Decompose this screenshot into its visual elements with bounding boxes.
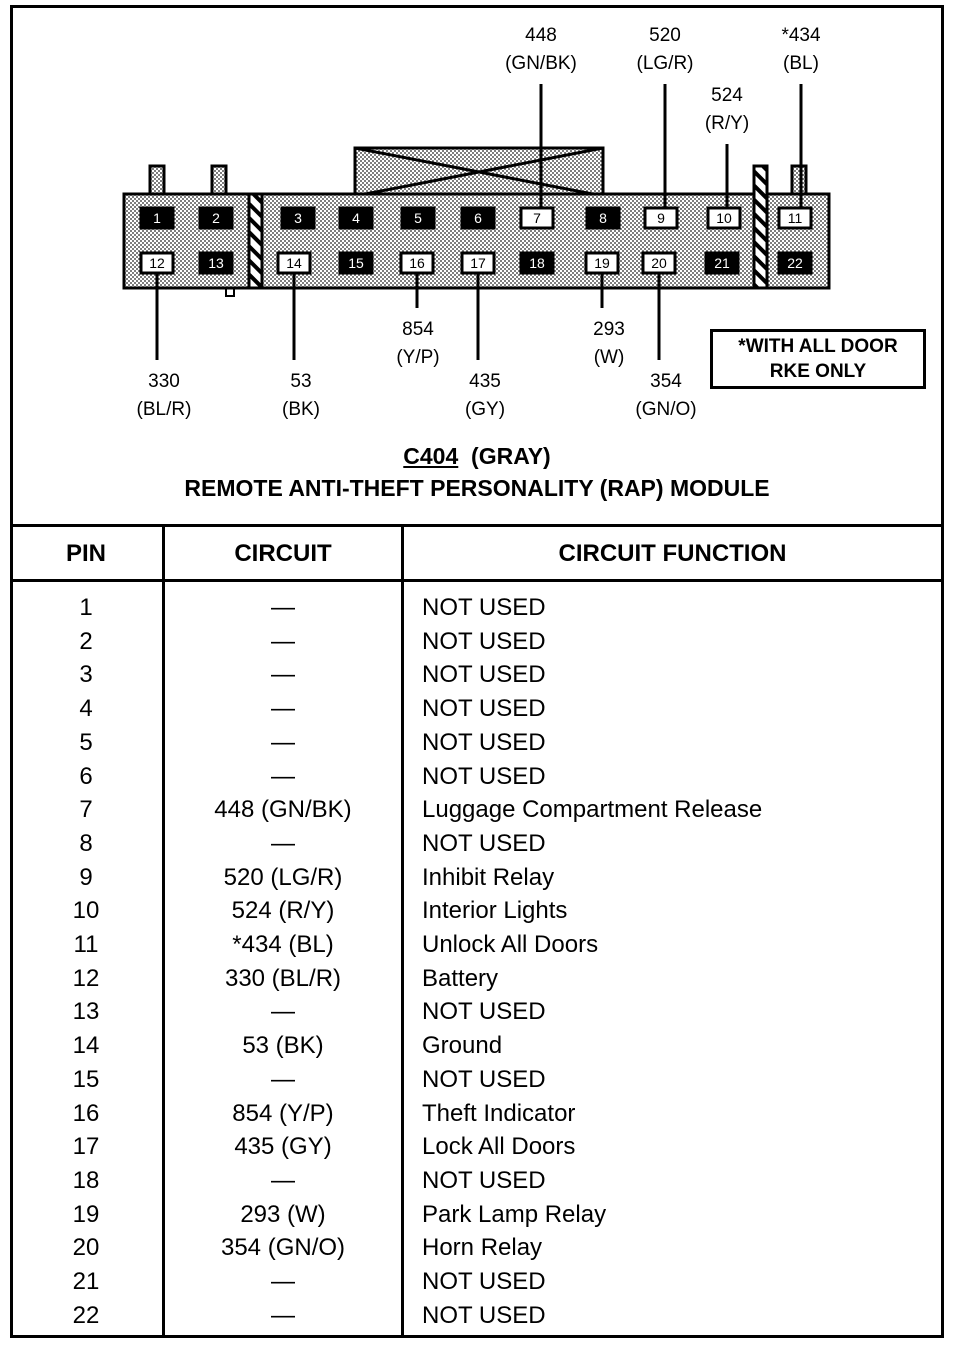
pin-cell: 2 <box>79 627 93 655</box>
wire-color: (Y/P) <box>396 347 440 368</box>
pin-cell: 9 <box>79 863 93 891</box>
table-row <box>10 1299 941 1333</box>
wire-label-pin-14 <box>251 368 351 424</box>
circuit-cell: — <box>271 594 295 621</box>
table-row <box>10 1130 941 1164</box>
connector-id: C404 <box>403 443 459 469</box>
svg-text:22: 22 <box>787 255 803 271</box>
circuit-cell: — <box>271 762 295 790</box>
connector-latch <box>355 148 603 196</box>
pin-cell: 19 <box>72 1200 100 1228</box>
pin-8 <box>587 208 619 228</box>
circuit-cell: — <box>271 1065 295 1093</box>
header-pin: PIN <box>65 540 106 567</box>
table-row <box>10 760 941 794</box>
function-cell: NOT USED <box>422 829 546 857</box>
circuit-cell: 520 (LG/R) <box>223 863 343 891</box>
circuit-cell: 293 (W) <box>240 1200 326 1228</box>
wire-code: 354 <box>650 371 682 392</box>
pin-3 <box>282 208 314 228</box>
circuit-cell: — <box>271 1301 295 1329</box>
table-row <box>10 726 941 760</box>
function-cell: NOT USED <box>422 1301 546 1329</box>
pin-15 <box>340 253 372 273</box>
svg-text:1: 1 <box>153 210 161 226</box>
svg-text:19: 19 <box>594 255 610 271</box>
svg-text:4: 4 <box>352 210 360 226</box>
pin-cell: 11 <box>73 931 99 958</box>
wire-label-pin-16 <box>368 316 468 372</box>
wire-code: 330 <box>148 371 180 392</box>
wire-code: 53 <box>290 371 312 392</box>
wire-label-pin-10 <box>677 82 777 138</box>
table-row <box>10 1164 941 1198</box>
pin-cell: 8 <box>79 829 93 857</box>
connector-divider <box>754 166 767 288</box>
wire-color: (GY) <box>464 399 506 420</box>
wire-label-pin-19 <box>559 316 659 372</box>
svg-text:7: 7 <box>533 210 541 226</box>
circuit-cell: — <box>271 661 295 689</box>
pin-cell: 7 <box>79 796 93 824</box>
wire-code: 524 <box>711 85 743 106</box>
pin-5 <box>402 208 434 228</box>
pin-12 <box>141 253 173 273</box>
function-cell: Lock All Doors <box>422 1133 576 1161</box>
connector-post <box>150 166 164 194</box>
circuit-cell: — <box>271 998 295 1026</box>
rke-note <box>710 329 926 389</box>
function-cell: NOT USED <box>422 695 546 723</box>
circuit-cell: 448 (GN/BK) <box>214 796 352 824</box>
function-cell: Unlock All Doors <box>422 931 599 958</box>
circuit-cell: — <box>271 627 295 655</box>
wire-label-pin-11 <box>751 22 851 78</box>
wire-color: (BK) <box>282 399 320 420</box>
svg-text:21: 21 <box>714 255 730 271</box>
function-cell: NOT USED <box>422 594 546 621</box>
svg-text:16: 16 <box>409 255 425 271</box>
wire-label-pin-20 <box>616 368 716 424</box>
svg-text:8: 8 <box>599 210 607 226</box>
pin-18 <box>521 253 553 273</box>
circuit-cell: — <box>271 1166 295 1194</box>
wire-color: (LG/R) <box>636 53 694 74</box>
svg-text:3: 3 <box>294 210 302 226</box>
pin-cell: 12 <box>72 964 100 992</box>
function-cell: NOT USED <box>422 661 546 689</box>
table-row <box>10 658 941 692</box>
function-cell: Luggage Compartment Release <box>422 796 763 824</box>
function-cell: NOT USED <box>422 1166 546 1194</box>
function-cell: NOT USED <box>422 1065 546 1093</box>
table-row <box>10 591 941 625</box>
wire-code: 435 <box>469 371 501 392</box>
svg-text:11: 11 <box>787 210 803 226</box>
pin-cell: 6 <box>79 762 93 790</box>
svg-text:17: 17 <box>470 255 486 271</box>
header-function: CIRCUIT FUNCTION <box>558 540 787 567</box>
wire-label-pin-17 <box>435 368 535 424</box>
pin-cell: 22 <box>72 1301 100 1329</box>
function-cell: Horn Relay <box>422 1234 543 1262</box>
function-cell: Park Lamp Relay <box>422 1200 607 1228</box>
pin-7 <box>521 208 553 228</box>
pin-cell: 18 <box>72 1166 100 1194</box>
note-line-1: *WITH ALL DOOR <box>738 336 898 357</box>
pin-cell: 16 <box>72 1099 100 1127</box>
function-cell: NOT USED <box>422 627 546 655</box>
table-row <box>10 962 941 996</box>
pin-cell: 15 <box>72 1065 100 1093</box>
pin-13 <box>200 253 232 273</box>
table-row <box>10 692 941 726</box>
wire-code: 854 <box>402 319 434 340</box>
pin-11 <box>779 208 811 228</box>
wire-color: (R/Y) <box>704 113 750 134</box>
pin-14 <box>278 253 310 273</box>
table-row <box>10 625 941 659</box>
pin-10 <box>708 208 740 228</box>
circuit-cell: 330 (BL/R) <box>224 964 342 992</box>
pin-cell: 13 <box>72 998 100 1026</box>
circuit-cell: — <box>271 695 295 723</box>
table-row <box>10 1265 941 1299</box>
pin-cell: 14 <box>72 1032 100 1060</box>
header-circuit: CIRCUIT <box>234 540 332 567</box>
function-cell: NOT USED <box>422 1268 546 1295</box>
svg-text:9: 9 <box>657 210 665 226</box>
note-line-2: RKE ONLY <box>769 361 867 382</box>
connector-color: (GRAY) <box>471 443 551 469</box>
connector-divider <box>249 194 262 288</box>
pin-1 <box>141 208 173 228</box>
function-cell: NOT USED <box>422 728 546 756</box>
header-divider <box>10 579 941 582</box>
pin-21 <box>706 253 738 273</box>
function-cell: Theft Indicator <box>422 1099 576 1127</box>
table-row <box>10 995 941 1029</box>
pin-cell: 21 <box>72 1268 100 1295</box>
function-cell: NOT USED <box>422 998 546 1026</box>
circuit-cell: 354 (GN/O) <box>220 1234 346 1262</box>
pin-6 <box>462 208 494 228</box>
pin-9 <box>645 208 677 228</box>
pin-cell: 1 <box>79 594 93 621</box>
function-cell: Battery <box>422 964 499 992</box>
svg-text:14: 14 <box>286 255 302 271</box>
wire-color: (W) <box>593 347 625 368</box>
table-row <box>10 894 941 928</box>
pin-cell: 3 <box>79 661 93 689</box>
function-cell: Ground <box>422 1032 503 1060</box>
wire-label-pin-9 <box>615 22 715 78</box>
svg-text:20: 20 <box>651 255 667 271</box>
pin-17 <box>462 253 494 273</box>
circuit-cell: — <box>271 728 295 756</box>
svg-text:18: 18 <box>529 255 545 271</box>
svg-text:13: 13 <box>208 255 224 271</box>
table-row <box>10 1063 941 1097</box>
table-row <box>10 1097 941 1131</box>
table-row <box>10 861 941 895</box>
wire-code: 520 <box>649 25 681 46</box>
wire-code: 293 <box>593 319 625 340</box>
table-row <box>10 928 941 962</box>
wire-code: *434 <box>781 25 821 46</box>
circuit-cell: — <box>271 829 295 857</box>
connector-post <box>792 166 806 194</box>
pin-cell: 10 <box>72 897 100 925</box>
wire-color: (GN/O) <box>635 399 697 420</box>
svg-text:12: 12 <box>149 255 165 271</box>
pinout-table <box>10 527 944 1338</box>
wire-color: (BL/R) <box>136 399 192 420</box>
wire-label-pin-7 <box>491 22 591 78</box>
function-cell: Interior Lights <box>422 897 568 925</box>
table-row <box>10 1231 941 1265</box>
svg-text:6: 6 <box>474 210 482 226</box>
pin-2 <box>200 208 232 228</box>
function-cell: NOT USED <box>422 762 546 790</box>
svg-text:5: 5 <box>414 210 422 226</box>
pin-22 <box>779 253 811 273</box>
pin-cell: 4 <box>79 695 93 723</box>
wire-color: (GN/BK) <box>505 53 577 74</box>
connector-name <box>10 440 944 472</box>
pin-cell: 17 <box>72 1133 100 1161</box>
svg-text:15: 15 <box>348 255 364 271</box>
function-cell: Inhibit Relay <box>422 863 555 891</box>
pin-16 <box>401 253 433 273</box>
table-row <box>10 827 941 861</box>
circuit-cell: — <box>271 1268 295 1295</box>
circuit-cell: *434 (BL) <box>232 931 334 958</box>
pin-4 <box>340 208 372 228</box>
table-row <box>10 1029 941 1063</box>
diagram-title <box>10 440 944 504</box>
table-row <box>10 793 941 827</box>
circuit-cell: 524 (R/Y) <box>231 897 335 925</box>
pin-20 <box>643 253 675 273</box>
table-row <box>10 1198 941 1232</box>
wire-code: 448 <box>525 25 557 46</box>
wire-color: (BL) <box>783 53 819 74</box>
module-name: REMOTE ANTI-THEFT PERSONALITY (RAP) MODULE <box>184 475 770 501</box>
circuit-cell: 53 (BK) <box>242 1032 324 1060</box>
circuit-cell: 854 (Y/P) <box>232 1099 334 1127</box>
svg-text:2: 2 <box>212 210 220 226</box>
wire-label-pin-12 <box>114 368 214 424</box>
svg-text:10: 10 <box>716 210 732 226</box>
connector-post <box>212 166 226 194</box>
circuit-cell: 435 (GY) <box>234 1133 332 1161</box>
pin-cell: 5 <box>79 728 93 756</box>
pin-cell: 20 <box>72 1234 100 1262</box>
pin-19 <box>586 253 618 273</box>
